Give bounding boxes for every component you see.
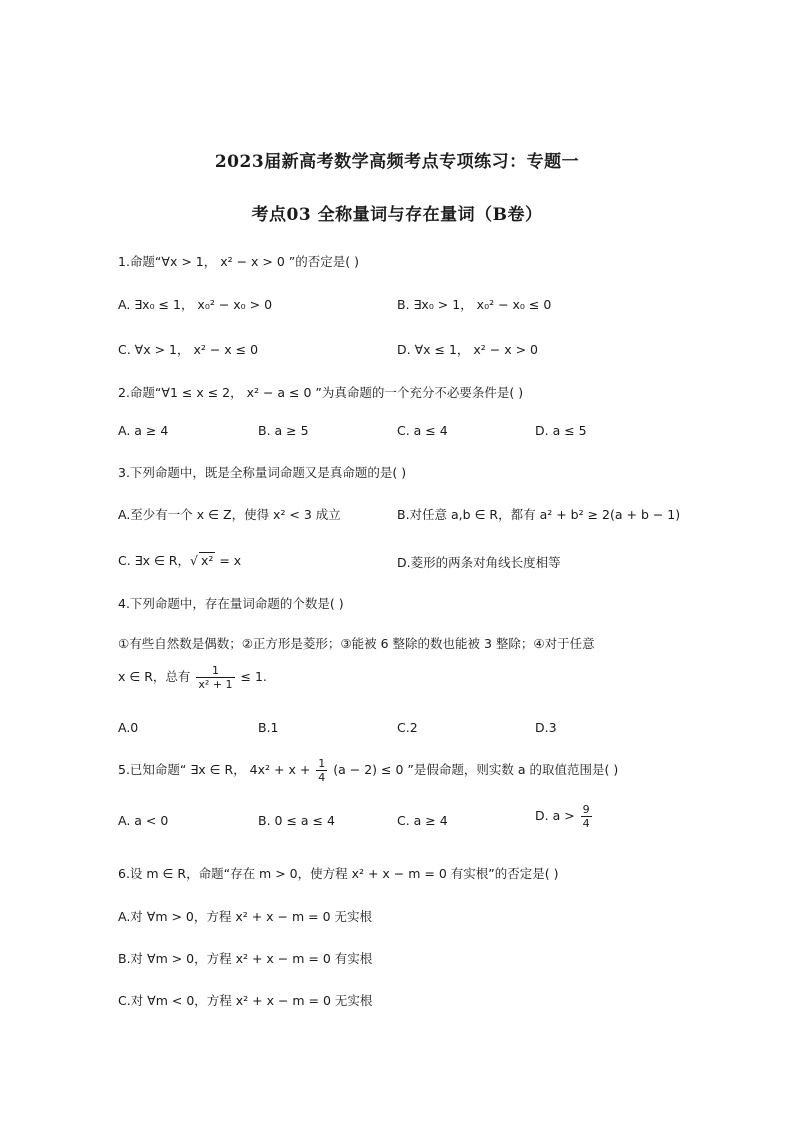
question-2-option-b: B. a ≥ 5 (258, 423, 309, 438)
question-3-option-c-prefix: C. ∃x ∈ R， (118, 553, 190, 568)
question-5-fraction-denominator: 4 (318, 771, 326, 784)
question-4-line2-prefix: x ∈ R，总有 (118, 669, 191, 684)
document-subtitle: 考点03 全称量词与存在量词（B卷） (251, 205, 543, 225)
question-2-option-c: C. a ≤ 4 (397, 423, 448, 438)
question-2-option-d: D. a ≤ 5 (535, 423, 587, 438)
question-4-option-a: A.0 (118, 720, 139, 735)
question-5-fraction-numerator: 1 (318, 757, 326, 770)
question-5-fraction (316, 757, 327, 784)
question-6-stem: 6.设 m ∈ R，命题“存在 m > 0，使方程 x² + x − m = 0 有实根”的否定是( ) (118, 866, 559, 881)
question-4-stem: 4.下列命题中，存在量词命题的个数是( ) (118, 596, 344, 611)
question-1-option-d: D. ∀x ≤ 1， x² − x > 0 (397, 342, 538, 357)
question-5-option-d (535, 803, 594, 830)
question-5-option-b: B. 0 ≤ a ≤ 4 (258, 813, 335, 828)
question-1-option-a: A. ∃x₀ ≤ 1， x₀² − x₀ > 0 (118, 297, 273, 312)
question-4-line2-suffix: ≤ 1. (240, 669, 267, 684)
question-4-option-d: D.3 (535, 720, 557, 735)
question-5-option-d-denominator: 4 (582, 817, 590, 830)
question-3-option-c-suffix: = x (215, 553, 242, 568)
question-4-statements-line1: ①有些自然数是偶数；②正方形是菱形；③能被 6 整除的数也能被 3 整除；④对于任意 (118, 636, 595, 651)
question-6-option-c: C.对 ∀m < 0，方程 x² + x − m = 0 无实根 (118, 993, 373, 1008)
question-5-option-d-numerator: 9 (582, 803, 590, 816)
question-5-stem (118, 757, 618, 784)
question-4-fraction-numerator: 1 (196, 664, 234, 678)
question-1-option-b: B. ∃x₀ > 1， x₀² − x₀ ≤ 0 (397, 297, 552, 312)
question-5-option-d-prefix: D. a > (535, 808, 575, 823)
question-3-option-c-radicand: x² (200, 553, 214, 568)
question-4-fraction-denominator: x² + 1 (198, 678, 233, 691)
question-3-option-b: B.对任意 a,b ∈ R，都有 a² + b² ≥ 2(a + b − 1) (397, 507, 681, 522)
question-5-option-a: A. a < 0 (118, 813, 169, 828)
question-3-option-a: A.至少有一个 x ∈ Z，使得 x² < 3 成立 (118, 507, 341, 522)
question-4-statements-line2 (118, 664, 267, 691)
question-2-option-a: A. a ≥ 4 (118, 423, 169, 438)
document-title: 2023届新高考数学高频考点专项练习：专题一 (214, 152, 580, 172)
radical-sign-icon: √ (190, 553, 198, 568)
question-5-stem-suffix: (a − 2) ≤ 0 ”是假命题，则实数 a 的取值范围是( ) (333, 762, 619, 777)
question-3-option-d: D.菱形的两条对角线长度相等 (397, 555, 561, 570)
question-1-stem: 1.命题“∀x > 1， x² − x > 0 ”的否定是( ) (118, 254, 359, 269)
question-5-stem-prefix: 5.已知命题“ ∃x ∈ R， 4x² + x + (118, 762, 311, 777)
question-4-option-b: B.1 (258, 720, 279, 735)
question-3-option-c (118, 551, 241, 569)
question-5-option-c: C. a ≥ 4 (397, 813, 448, 828)
question-1-option-c: C. ∀x > 1， x² − x ≤ 0 (118, 342, 259, 357)
question-4-fraction (196, 664, 234, 691)
question-6-option-b: B.对 ∀m > 0，方程 x² + x − m = 0 有实根 (118, 951, 373, 966)
question-5-option-d-fraction (581, 803, 592, 830)
question-6-option-a: A.对 ∀m > 0，方程 x² + x − m = 0 无实根 (118, 909, 373, 924)
question-3-stem: 3.下列命题中，既是全称量词命题又是真命题的是( ) (118, 465, 407, 480)
question-4-option-c: C.2 (397, 720, 418, 735)
question-2-stem: 2.命题“∀1 ≤ x ≤ 2， x² − a ≤ 0 ”为真命题的一个充分不必要条件是( ) (118, 385, 524, 400)
